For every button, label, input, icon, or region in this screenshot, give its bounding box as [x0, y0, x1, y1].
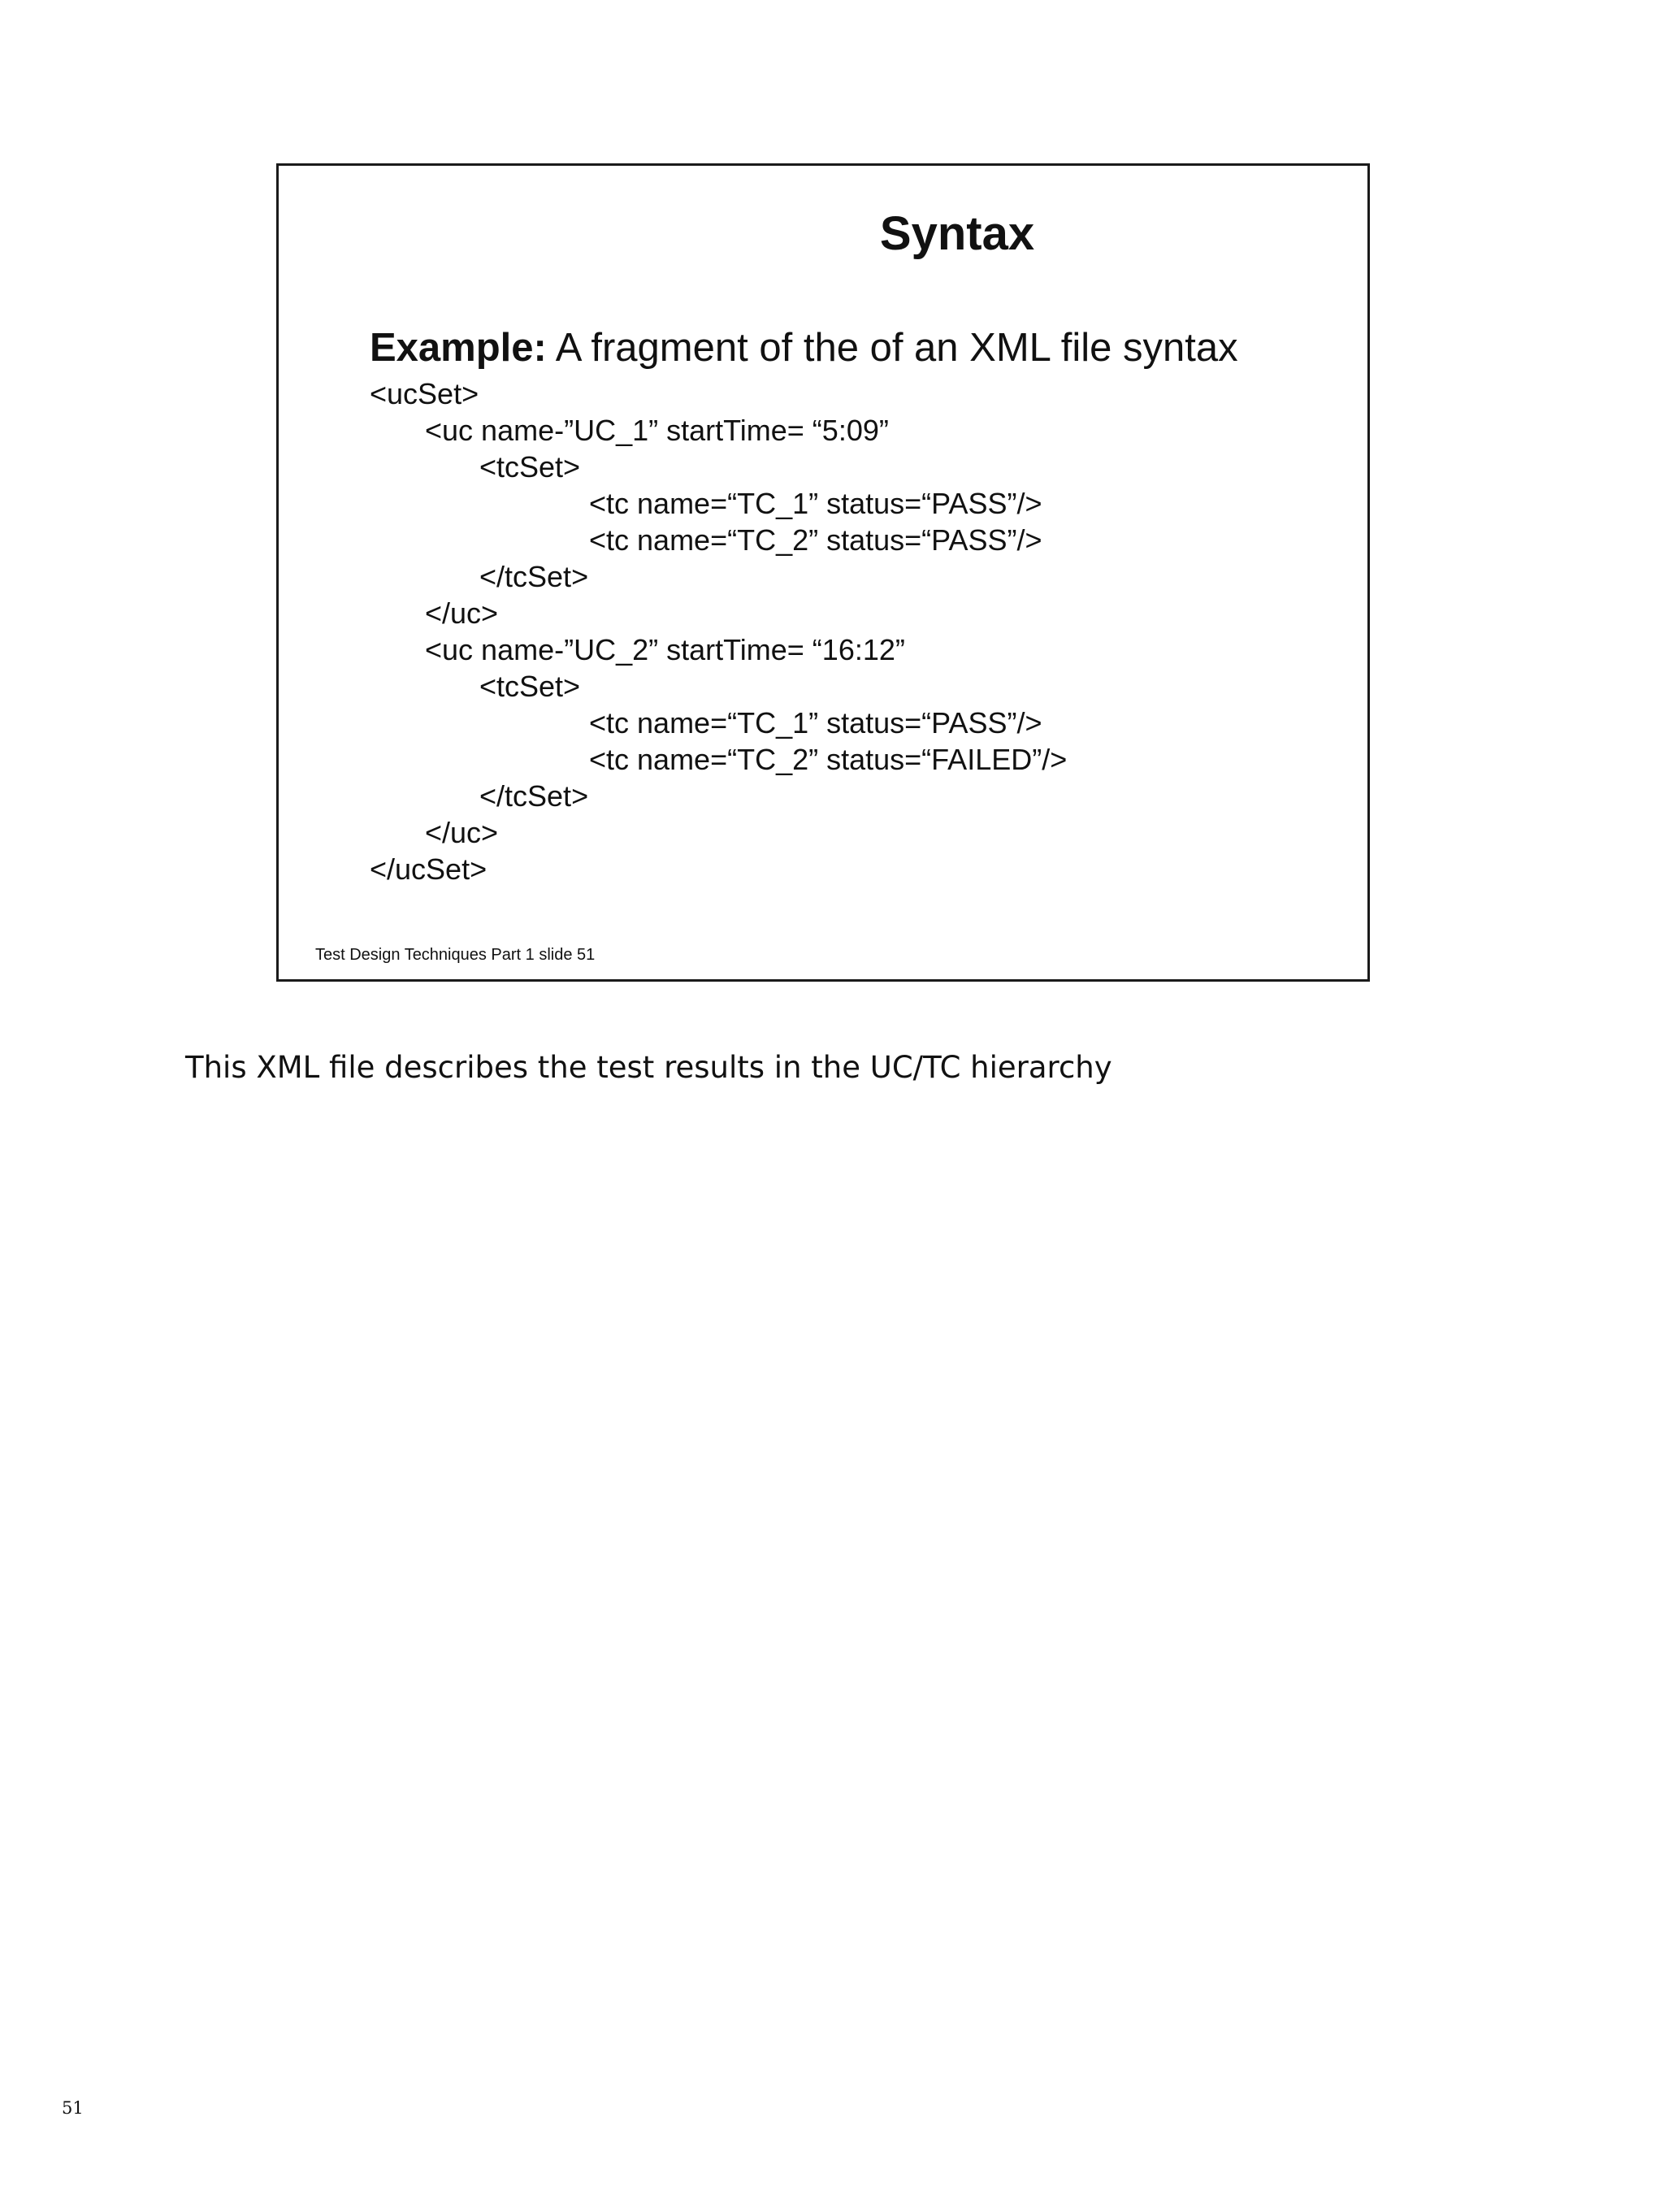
code-line: <uc name-”UC_1” startTime= “5:09”: [425, 414, 889, 447]
code-line: </ucSet>: [370, 852, 488, 886]
code-line: <tc name=“TC_1” status=“PASS”/>: [589, 487, 1042, 520]
example-description: A fragment of the of an XML file syntax: [546, 326, 1238, 370]
body-paragraph: This XML file describes the test results in the UC/TC hierarchy: [185, 1050, 1112, 1085]
xml-code-block: [370, 375, 1067, 887]
code-line: <tcSet>: [479, 670, 581, 703]
code-line: </uc>: [425, 596, 499, 630]
slide-footer: Test Design Techniques Part 1 slide 51: [315, 946, 596, 964]
code-line: </tcSet>: [479, 560, 589, 593]
slide-frame: [276, 163, 1370, 982]
code-line: </uc>: [425, 816, 499, 849]
code-line: <ucSet>: [370, 377, 479, 410]
example-label: Example:: [370, 326, 547, 370]
code-line: <uc name-”UC_2” startTime= “16:12”: [425, 633, 905, 666]
page-number: 51: [62, 2098, 84, 2118]
code-line: </tcSet>: [479, 779, 589, 813]
code-line: <tcSet>: [479, 450, 581, 484]
example-heading: [370, 327, 1238, 371]
code-line: <tc name=“TC_1” status=“PASS”/>: [589, 706, 1042, 740]
slide-title: Syntax: [879, 207, 1035, 260]
code-line: <tc name=“TC_2” status=“FAILED”/>: [589, 743, 1068, 776]
code-line: <tc name=“TC_2” status=“PASS”/>: [589, 523, 1042, 557]
